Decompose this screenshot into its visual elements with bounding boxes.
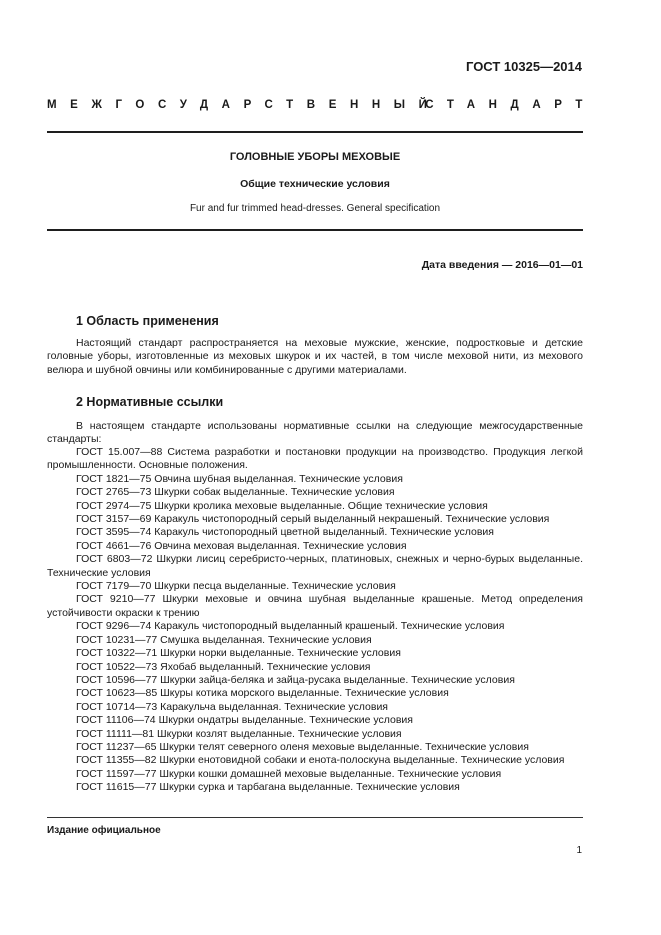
footer-divider	[47, 817, 583, 818]
section-2-intro: В настоящем стандарте использованы нормативные ссылки на следующие межгосударственные стандарты:	[47, 420, 583, 446]
banner-word-standard: СТАНДАРТ	[425, 99, 596, 111]
official-edition-label: Издание официальное	[47, 825, 161, 836]
reference-item: ГОСТ 2974—75 Шкурки кролика меховые выделанные. Общие технические условия	[76, 499, 488, 512]
reference-item: ГОСТ 9296—74 Каракуль чистопородный выделанный крашеный. Технические условия	[76, 620, 505, 633]
reference-item: ГОСТ 3157—69 Каракуль чистопородный серый выделанный некрашеный. Технические условия	[76, 513, 550, 526]
reference-item: ГОСТ 10231—77 Смушка выделанная. Технические условия	[76, 633, 372, 646]
english-title: Fur and fur trimmed head-dresses. General specification	[189, 203, 441, 214]
banner-word-interstate: МЕЖГОСУДАРСТВЕННЫЙ	[47, 99, 441, 111]
reference-item: ГОСТ 10322—71 Шкурки норки выделанные. Технические условия	[76, 647, 401, 660]
reference-item: ГОСТ 4661—76 Овчина меховая выделанная. Технические условия	[76, 539, 407, 552]
document-subtitle: Общие технические условия	[240, 178, 390, 190]
standard-type-banner	[47, 99, 596, 117]
reference-item: ГОСТ 11111—81 Шкурки козлят выделанные. Технические условия	[76, 727, 402, 740]
section-1-heading: 1 Область применения	[76, 314, 219, 328]
reference-item: ГОСТ 11355—82 Шкурки енотовидной собаки и енота-полоскуна выделанные. Технические условия	[76, 754, 565, 767]
reference-item: ГОСТ 11597—77 Шкурки кошки домашней меховые выделанные. Технические условия	[76, 767, 502, 780]
reference-item: ГОСТ 9210—77 Шкурки меховые и овчина шубная выделанные крашеные. Метод определения устойчивости окраски к трению	[47, 593, 583, 619]
reference-item: ГОСТ 10623—85 Шкуры котика морского выделанные. Технические условия	[76, 687, 449, 700]
reference-item: ГОСТ 15.007—88 Система разработки и постановки продукции на производство. Продукция легкой промышленности. Основные положения.	[47, 446, 583, 472]
reference-item: ГОСТ 11237—65 Шкурки телят северного оленя меховые выделанные. Технические условия	[76, 740, 529, 753]
top-divider	[47, 131, 583, 133]
reference-item: ГОСТ 3595—74 Каракуль чистопородный цветной выделанный. Технические условия	[76, 526, 494, 539]
reference-item: ГОСТ 2765—73 Шкурки собак выделанные. Технические условия	[76, 486, 395, 499]
document-title: ГОЛОВНЫЕ УБОРЫ МЕХОВЫЕ	[229, 151, 401, 163]
page-number: 1	[576, 845, 582, 856]
reference-item: ГОСТ 7179—70 Шкурки песца выделанные. Технические условия	[76, 580, 396, 593]
introduction-date: Дата введения — 2016—01—01	[421, 259, 583, 271]
reference-item: ГОСТ 11615—77 Шкурки сурка и тарбагана выделанные. Технические условия	[76, 781, 460, 794]
reference-item: ГОСТ 6803—72 Шкурки лисиц серебристо-черных, платиновых, снежных и черно-бурых выделанные. Технические условия	[47, 553, 583, 579]
reference-item: ГОСТ 1821—75 Овчина шубная выделанная. Технические условия	[76, 472, 403, 485]
section-2-heading: 2 Нормативные ссылки	[76, 395, 224, 409]
title-divider	[47, 229, 583, 231]
section-1-text: Настоящий стандарт распространяется на меховые мужские, женские, подростковые и детские головные уборы, изготовленные из меховых шкурок и их частей, в том числе меховой нити, из мехового велюра и шубной овчины или комбинированные с другими материалами.	[47, 337, 583, 376]
reference-item: ГОСТ 10714—73 Каракульча выделанная. Технические условия	[76, 700, 388, 713]
reference-item: ГОСТ 10522—73 Яхобаб выделанный. Технические условия	[76, 660, 371, 673]
normative-references-list	[47, 446, 583, 795]
standard-code: ГОСТ 10325—2014	[466, 59, 582, 74]
reference-item: ГОСТ 11106—74 Шкурки ондатры выделанные. Технические условия	[76, 714, 413, 727]
reference-item: ГОСТ 10596—77 Шкурки зайца-беляка и зайца-русака выделанные. Технические условия	[76, 673, 515, 686]
